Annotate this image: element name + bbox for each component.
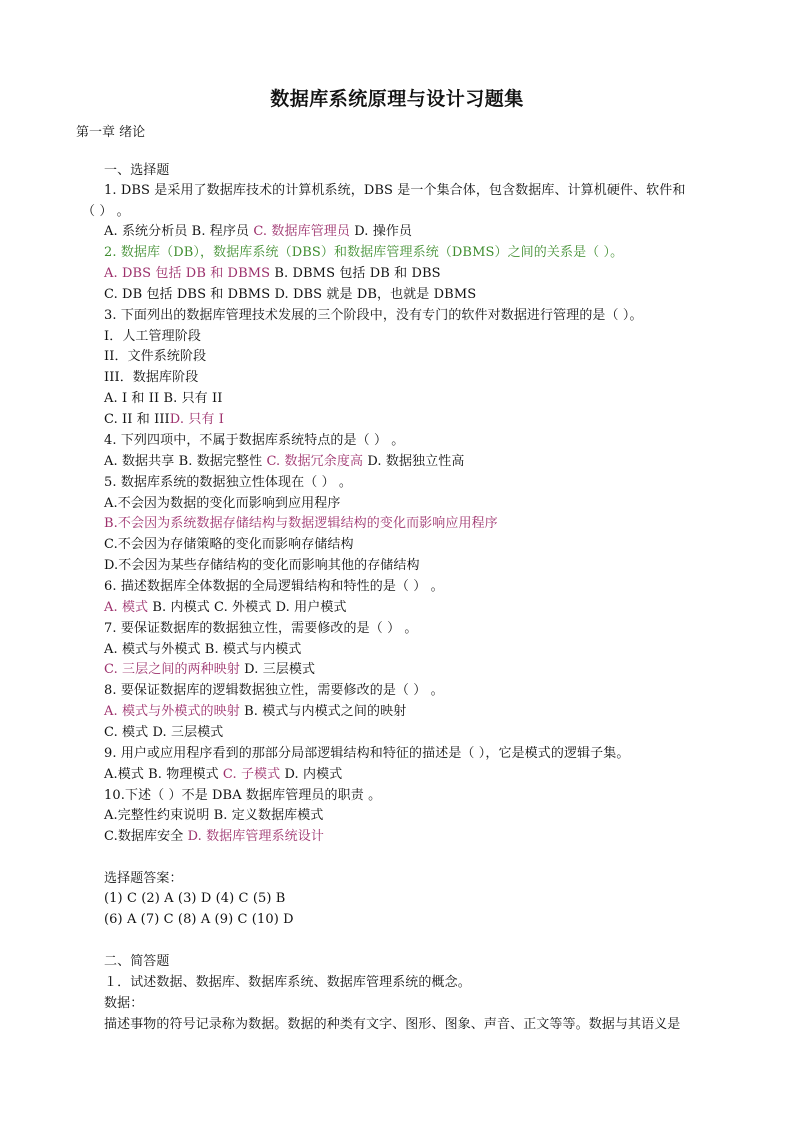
q6-opt-a-answer: A. 模式: [104, 600, 149, 615]
q8-stem: 8. 要保证数据库的逻辑数据独立性，需要修改的是（ ） 。: [104, 683, 444, 698]
q3-opt-d-answer: D. 只有 I: [169, 412, 224, 427]
q3-item-1: I．人工管理阶段: [104, 329, 201, 344]
answers-line-2: (6) A (7) C (8) A (9) C (10) D: [104, 912, 294, 927]
section-heading-choice: 一、选择题: [104, 163, 170, 178]
q10-opt-c: C.数据库安全: [104, 829, 188, 844]
q10-options-cd: [104, 827, 722, 847]
q8-options-ab: [104, 702, 722, 722]
document-title: 数据库系统原理与设计习题集: [270, 88, 524, 110]
q1-opt-c-answer: C. 数据库管理员: [253, 224, 350, 239]
short-q1: １．试述数据、数据库、数据库系统、数据库管理系统的概念。: [104, 975, 471, 990]
q9-opt-c-answer: C. 子模式: [222, 767, 281, 782]
q2-opt-b: B. DBMS 包括 DB 和 DBS: [270, 266, 441, 281]
q7-options-cd: [104, 660, 722, 680]
q4-options: [104, 452, 722, 472]
q7-options-ab: A. 模式与外模式 B. 模式与内模式: [104, 642, 302, 657]
q5-opt-c: C.不会因为存储策略的变化而影响存储结构: [104, 537, 354, 552]
q2-options-cd: C. DB 包括 DBS 和 DBMS D. DBS 就是 DB，也就是 DBMS: [104, 287, 477, 302]
q10-opt-d-answer: D. 数据库管理系统设计: [187, 829, 324, 844]
q5-opt-d: D.不会因为某些存储结构的变化而影响其他的存储结构: [104, 558, 420, 573]
q4-opt-d: D. 数据独立性高: [363, 454, 465, 469]
q2-stem: 2. 数据库（DB），数据库系统（DBS）和数据库管理系统（DBMS）之间的关系是（ ）。: [104, 245, 624, 260]
q7-stem: 7. 要保证数据库的数据独立性，需要修改的是（ ） 。: [104, 621, 418, 636]
q1-options: [104, 222, 722, 242]
q8-opt-a-answer: A. 模式与外模式的映射: [104, 704, 240, 719]
q3-options-cd: [104, 410, 722, 430]
q9-opt-ab: A.模式 B. 物理模式: [104, 767, 223, 782]
answers-line-1: (1) C (2) A (3) D (4) C (5) B: [104, 891, 286, 906]
q1-stem-cont: （ ） 。: [82, 204, 130, 219]
q10-stem: 10.下述（ ）不是 DBA 数据库管理员的职责 。: [104, 788, 382, 803]
data-label: 数据：: [104, 996, 144, 1011]
q1-stem: 1. DBS 是采用了数据库技术的计算机系统，DBS 是一个集合体，包含数据库、计算机硬件、软件和: [104, 183, 686, 198]
q6-stem: 6. 描述数据库全体数据的全局逻辑结构和特性的是（ ） 。: [104, 579, 444, 594]
q3-item-3: III．数据库阶段: [104, 370, 199, 385]
q10-options-ab: A.完整性约束说明 B. 定义数据库模式: [104, 808, 324, 823]
q3-item-2: II．文件系统阶段: [104, 349, 207, 364]
q8-opt-b: B. 模式与内模式之间的映射: [239, 704, 407, 719]
data-definition: 描述事物的符号记录称为数据。数据的种类有文字、图形、图象、声音、正文等等。数据与其语义是: [104, 1017, 681, 1032]
q9-opt-d: D. 内模式: [280, 767, 343, 782]
q9-stem: 9. 用户或应用程序看到的那部分局部逻辑结构和特征的描述是（ ），它是模式的逻辑子集。: [104, 746, 630, 761]
q7-opt-c-answer: C. 三层之间的两种映射: [104, 662, 240, 677]
q5-opt-b-answer: B.不会因为系统数据存储结构与数据逻辑结构的变化而影响应用程序: [104, 516, 498, 531]
q2-options-ab: [104, 264, 722, 284]
q3-opt-c: C. II 和 III: [104, 412, 170, 427]
q2-opt-a-answer: A. DBS 包括 DB 和 DBMS: [104, 266, 271, 281]
q5-opt-a: A.不会因为数据的变化而影响到应用程序: [104, 496, 341, 511]
q3-stem: 3. 下面列出的数据库管理技术发展的三个阶段中，没有专门的软件对数据进行管理的是（ ）。: [104, 308, 643, 323]
q8-options-cd: C. 模式 D. 三层模式: [104, 725, 224, 740]
q6-options: [104, 598, 722, 618]
q4-stem: 4. 下列四项中，不属于数据库系统特点的是（ ） 。: [104, 433, 405, 448]
answers-label: 选择题答案：: [104, 871, 183, 886]
q4-opt-c-answer: C. 数据冗余度高: [266, 454, 364, 469]
section-heading-short: 二、简答题: [104, 954, 170, 969]
q7-opt-d: D. 三层模式: [239, 662, 316, 677]
q3-options-ab: A. I 和 II B. 只有 II: [104, 391, 223, 406]
q4-opt-ab: A. 数据共享 B. 数据完整性: [104, 454, 267, 469]
q1-opt-ab: A. 系统分析员 B. 程序员: [104, 224, 254, 239]
q6-opt-bcd: B. 内模式 C. 外模式 D. 用户模式: [148, 600, 347, 615]
q1-opt-d: D. 操作员: [350, 224, 413, 239]
chapter-heading: 第一章 绪论: [76, 125, 146, 140]
q5-stem: 5. 数据库系统的数据独立性体现在（ ） 。: [104, 475, 353, 490]
q9-options: [104, 765, 722, 785]
